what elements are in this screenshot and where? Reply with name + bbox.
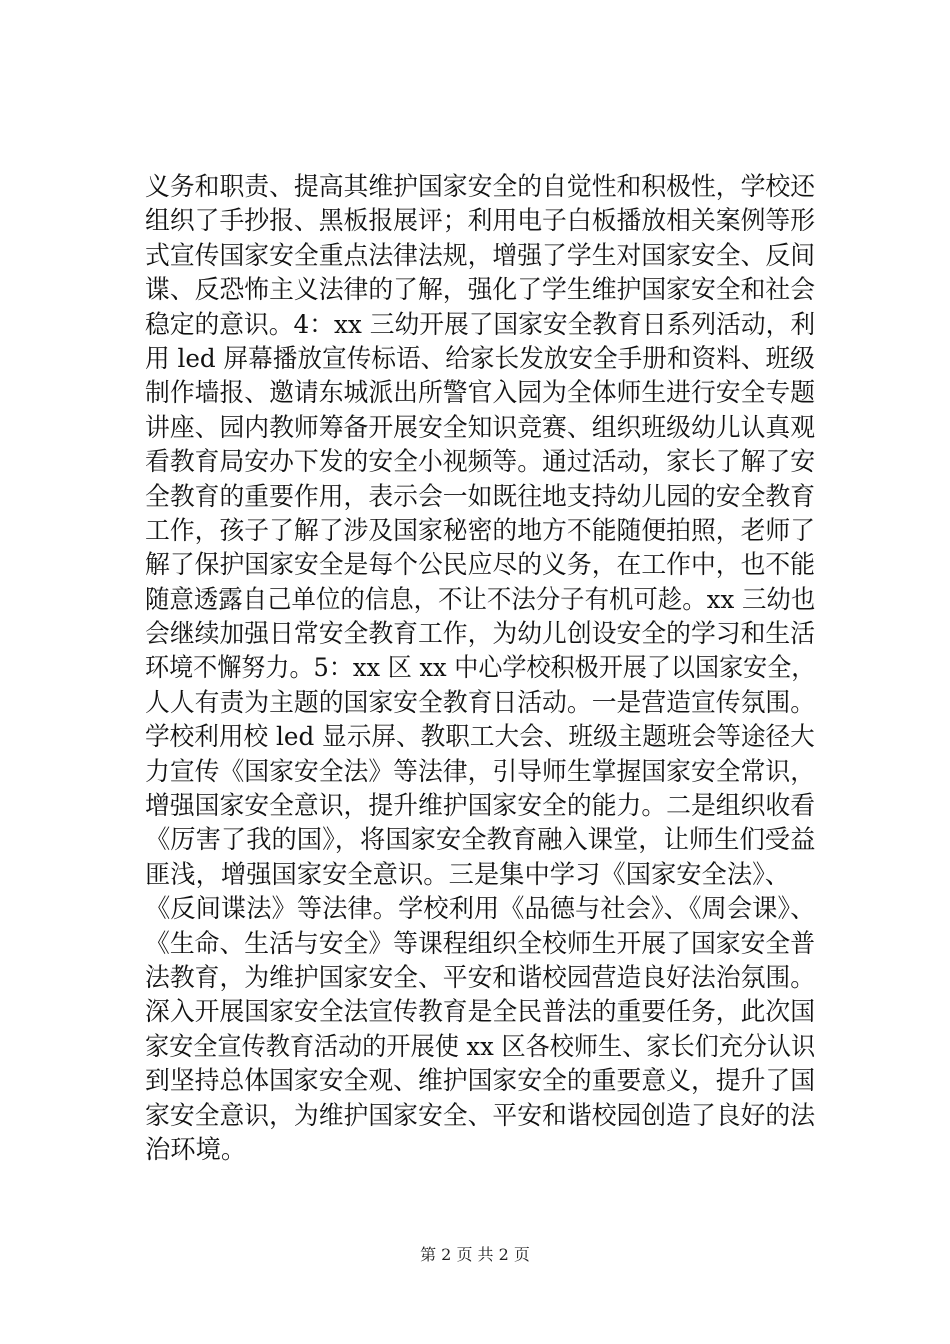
- text-line: 家安全宣传教育活动的开展使 xx 区各校师生、家长们充分认识: [145, 1031, 816, 1061]
- text-line: 组织了手抄报、黑板报展评；利用电子白板播放相关案例等形: [145, 206, 816, 236]
- text-line: 力宣传《国家安全法》等法律，引导师生掌握国家安全常识，: [145, 756, 816, 786]
- text-line: 看教育局安办下发的安全小视频等。通过活动，家长了解了安: [145, 447, 816, 477]
- text-line: 法教育，为维护国家安全、平安和谐校园营造良好法治氛围。: [145, 962, 816, 992]
- text-line: 《反间谍法》等法律。学校利用《品德与社会》、《周会课》、: [145, 894, 816, 924]
- text-line: 用 led 屏幕播放宣传标语、给家长发放安全手册和资料、班级: [145, 343, 815, 373]
- text-line: 学校利用校 led 显示屏、教职工大会、班级主题班会等途径大: [145, 722, 815, 752]
- page-footer: [0, 1244, 950, 1266]
- text-line: 随意透露自己单位的信息，不让不法分子有机可趁。xx 三幼也: [145, 584, 816, 614]
- text-line: 深入开展国家安全法宣传教育是全民普法的重要任务，此次国: [145, 997, 816, 1027]
- text-line: 会继续加强日常安全教育工作，为幼儿创设安全的学习和生活: [145, 619, 816, 649]
- text-line: 匪浅，增强国家安全意识。三是集中学习《国家安全法》、: [145, 859, 791, 889]
- text-line: 《厉害了我的国》，将国家安全教育融入课堂，让师生们受益: [145, 825, 816, 855]
- text-line: 增强国家安全意识，提升维护国家安全的能力。二是组织收看: [145, 791, 816, 821]
- text-line: 全教育的重要作用，表示会一如既往地支持幼儿园的安全教育: [145, 481, 816, 511]
- page-number-label: 第 2 页 共 2 页: [420, 1245, 530, 1264]
- text-line: 讲座、园内教师筹备开展安全知识竞赛、组织班级幼儿认真观: [145, 412, 816, 442]
- text-line: 家安全意识，为维护国家安全、平安和谐校园创造了良好的法: [145, 1100, 816, 1130]
- text-line: 稳定的意识。4：xx 三幼开展了国家安全教育日系列活动，利: [145, 309, 816, 339]
- text-line: 解了保护国家安全是每个公民应尽的义务，在工作中，也不能: [145, 550, 816, 580]
- text-line: 环境不懈努力。5：xx 区 xx 中心学校积极开展了以国家安全，: [145, 653, 816, 683]
- text-line: 谍、反恐怖主义法律的了解，强化了学生维护国家安全和社会: [145, 275, 816, 305]
- text-line: 到坚持总体国家安全观、维护国家安全的重要意义，提升了国: [145, 1066, 816, 1096]
- text-line: 义务和职责、提高其维护国家安全的自觉性和积极性，学校还: [145, 172, 816, 201]
- text-line: 人人有责为主题的国家安全教育日活动。一是营造宣传氛围。: [145, 687, 816, 717]
- text-line: 工作，孩子了解了涉及国家秘密的地方不能随便拍照，老师了: [145, 515, 816, 545]
- text-line: 《生命、生活与安全》等课程组织全校师生开展了国家安全普: [145, 928, 816, 958]
- text-line: 式宣传国家安全重点法律法规，增强了学生对国家安全、反间: [145, 240, 816, 270]
- body-text: [145, 170, 815, 1167]
- text-line: 制作墙报、邀请东城派出所警官入园为全体师生进行安全专题: [145, 378, 816, 408]
- text-line: 治环境。: [145, 1134, 247, 1164]
